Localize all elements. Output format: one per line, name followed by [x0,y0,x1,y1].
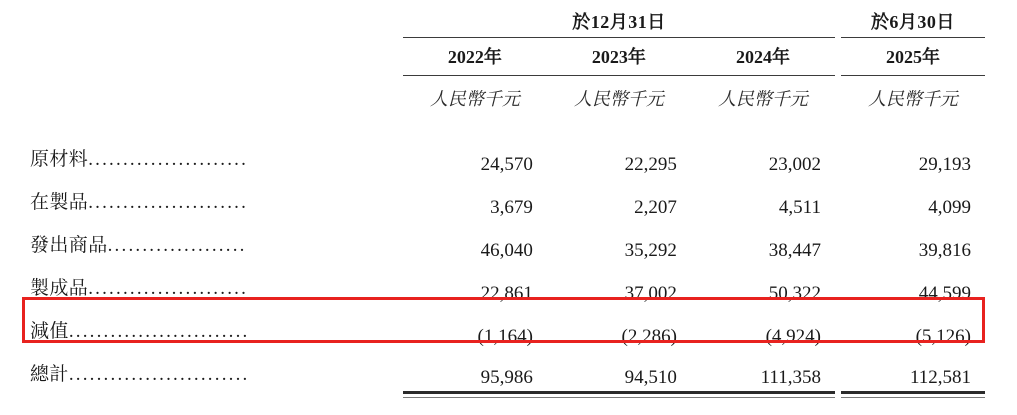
row-label-raw-materials [30,133,403,176]
row-label-text: 在製品 [30,192,89,213]
row-label-finished-goods [30,262,403,305]
cell-raw-materials-2024: 23,002 [768,154,821,175]
double-rule-2025 [841,391,985,398]
table-row-impairment [30,305,985,348]
table-row [30,133,985,176]
header-body-spacer-row [30,121,985,133]
row-label-text: 總計 [30,364,69,385]
cell-goods-shipped-2025: 39,816 [918,240,971,261]
group-header-december: 於12月31日 [403,8,835,38]
double-rule-2024 [691,391,835,398]
cell-total-2022: 95,986 [403,348,547,391]
row-leader-dots: .................... [107,235,247,256]
cell-total-2024: 111,358 [691,348,835,391]
row-label-goods-shipped [30,219,403,262]
row-leader-dots: ....................... [88,192,249,213]
row-leader-dots: .......................... [68,321,250,342]
table-row [30,219,985,262]
inventory-breakdown-table [30,8,985,398]
table-row [30,176,985,219]
group-header-june: 於6月30日 [841,8,985,38]
year-header-2023: 2023年 [591,47,646,67]
table-year-header-row [30,38,985,76]
year-header-2024: 2024年 [735,47,790,67]
row-leader-dots: ....................... [88,149,249,170]
cell-impairment-2024: (4,924) [765,326,821,347]
unit-header-2024: 人民幣千元 [691,76,835,122]
cell-impairment-2025: (5,126) [915,326,971,347]
year-header-2022: 2022年 [447,47,502,67]
group-header-spacer [30,8,403,38]
cell-impairment-2023: (2,286) [621,326,677,347]
cell-total-2025: 112,581 [841,348,985,391]
cell-raw-materials-2023: 22,295 [624,154,677,175]
table-unit-header-row [30,76,985,122]
cell-finished-goods-2022: 22,861 [480,283,533,304]
row-label-work-in-progress [30,176,403,219]
unit-header-2025: 人民幣千元 [841,76,985,122]
unit-header-2023: 人民幣千元 [547,76,691,122]
cell-impairment-2022: (1,164) [477,326,533,347]
cell-goods-shipped-2024: 38,447 [768,240,821,261]
table-bottom-double-rule-row [30,391,985,398]
row-label-text: 原材料 [30,149,89,170]
row-label-impairment [30,305,403,348]
row-label-total [30,348,403,391]
cell-work-in-progress-2024: 4,511 [778,197,821,218]
cell-goods-shipped-2022: 46,040 [480,240,533,261]
row-leader-dots: .......................... [68,364,250,385]
double-rule-2022 [403,391,547,398]
table-row-total [30,348,985,391]
row-label-text: 製成品 [30,278,89,299]
row-leader-dots: ....................... [88,278,249,299]
cell-finished-goods-2024: 50,322 [768,283,821,304]
cell-work-in-progress-2022: 3,679 [490,197,533,218]
cell-goods-shipped-2023: 35,292 [624,240,677,261]
cell-total-2023: 94,510 [547,348,691,391]
cell-finished-goods-2025: 44,599 [918,283,971,304]
year-header-2025: 2025年 [885,47,940,67]
year-header-spacer [30,38,403,76]
cell-work-in-progress-2025: 4,099 [928,197,971,218]
table-group-header-row [30,8,985,38]
row-label-text: 減值 [30,321,69,342]
cell-raw-materials-2025: 29,193 [918,154,971,175]
double-rule-2023 [547,391,691,398]
row-label-text: 發出商品 [30,235,108,256]
table-row [30,262,985,305]
cell-raw-materials-2022: 24,570 [480,154,533,175]
cell-work-in-progress-2023: 2,207 [634,197,677,218]
unit-header-2022: 人民幣千元 [403,76,547,122]
cell-finished-goods-2023: 37,002 [624,283,677,304]
unit-header-spacer [30,76,403,122]
